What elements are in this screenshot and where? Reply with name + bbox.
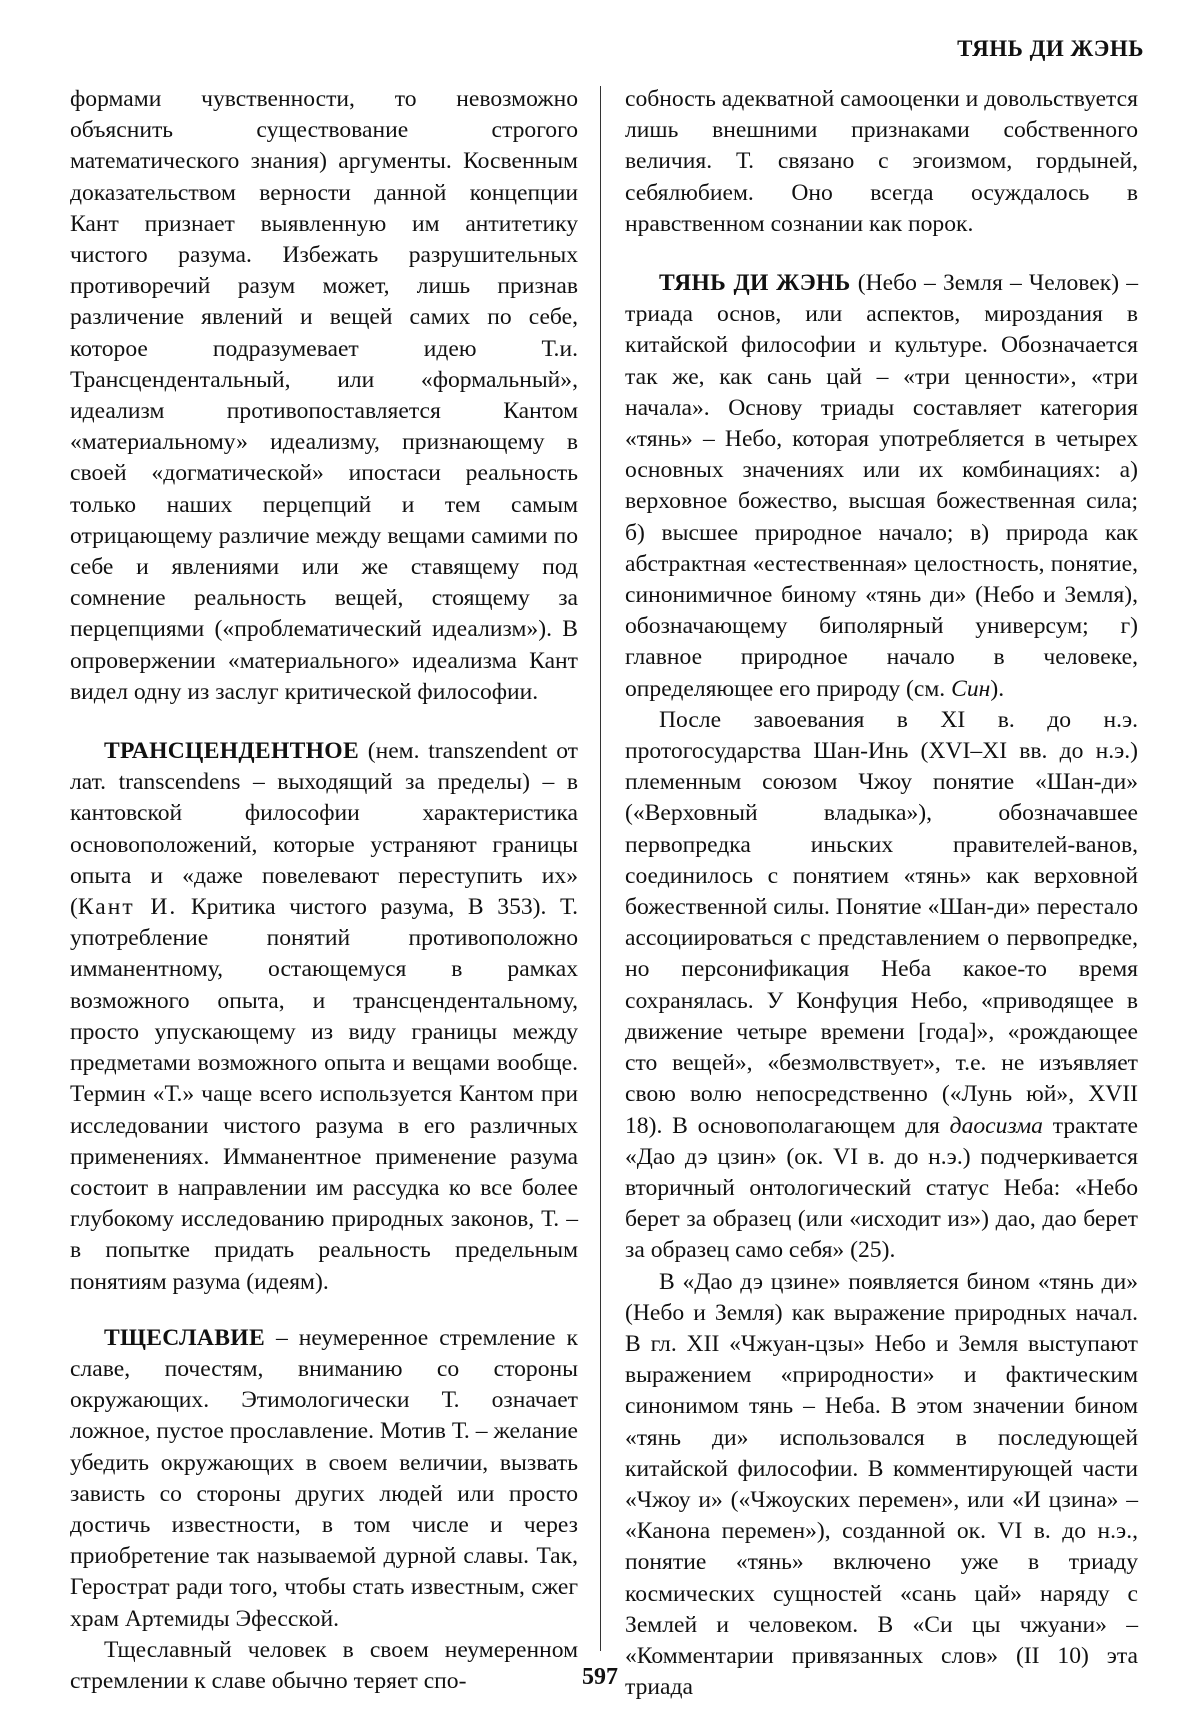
entry-text: После завоевания в XI в. до н.э. протогосударства Шан-Инь (XVI–XI вв. до н.э.) племенным союзом Чжоу понятие «Шан-ди» («Верховный владыка»), обозначавшее первопредка иньских правителей-ванов, соединилось с понятием «тянь» как верховной божественной силы. Понятие «Шан-ди» перестало ассоциироваться с представлением о первопредке, но персонификация Неба какое-то время сохранялась. У Конфуция Небо, «приводящее в движение четыре времени [года]», «рождающее сто вещей», «безмолвствует», т.е. не изъявляет свою волю непосредственно («Лунь юй», XVII 18). В основополагающем для [625, 706, 1138, 1139]
entry-text: (Небо – Земля – Человек) – триада основ, или аспектов, мироздания в китайской философии и культуре. Обозначается так же, как сань цай – «три ценности», «три начала». Основу триады составляет категория «тянь» – Небо, которая употребляется в четырех основных значениях или их комбинациях: а) верховное божество, высшая божественная сила; б) высшее природное начало; в) природа как абстрактная «естественная» целостность, понятие, синонимичное биному «тянь ди» (Небо и Земля), обозначающему биполярный универсум; г) главное природное начало в человеке, определяющее его природу (см. [625, 270, 1138, 702]
entry-text: Критика чистого разума, B 353). Т. употребление понятий противоположно имманентному, остающемуся в рамках возможного опыта, и трансцендентальному, просто упускающему из виду границы между предметами возможного опыта и вещами вообще. Термин «Т.» чаще всего используется Кантом при исследовании чистого разума в его различных применениях. Имманентное применение разума состоит в направлении им рассудка ко все более глубокому исследованию природных законов, Т. – в попытке придать реальность предельным понятиям разума (идеям). [70, 894, 579, 1295]
entry-term: ТЩЕСЛАВИЕ [104, 1324, 265, 1351]
left-column [70, 84, 578, 1697]
entry-term: ТЯНЬ ДИ ЖЭНЬ [659, 270, 851, 297]
entry-vanity [70, 1323, 578, 1635]
paragraph-transcendental-idealism-end: формами чувственности, то невозможно объяснить существование строгого математического знания) аргументы. Косвенным доказательством верности данной концепции Кант признает выявленную им антитетику чистого разума. Избежать разрушительных противоречий разум может, лишь признав различение явлений и вещей самих по себе, которое подразумевает идею Т.и. Трансцендентальный, или «формальный», идеализм противопоставляется Кантом «материальному» идеализму, признающему в своей «догматической» ипостаси реальность только наших перцепций и тем самым отрицающему различие между вещами самими по себе и явлениями или же ставящему под сомнение реальность вещей, стоящему за перцепциями («проблематический идеализм»). В опровержении «материального» идеализма Кант видел одну из заслуг критической философии. [70, 86, 578, 705]
right-column [625, 84, 1138, 1703]
column-divider [600, 86, 601, 1651]
entry-text: ). [990, 675, 1005, 702]
entry-transcendent [70, 736, 578, 1298]
entry-text: трактате «Дао дэ цзин» (ок. VI в. до н.э.) подчеркивается вторичный онтологический статус Неба: «Небо берет за образец (или «исходит из») дао, дао берет за образец само себя» (25). [625, 1112, 1138, 1264]
paragraph-shang-di [625, 705, 1138, 1267]
paragraph-vanity-continued: Тщеславный человек в своем неумеренном стремлении к славе обычно теряет спо- [70, 1636, 578, 1694]
entry-text: (нем. transzendent от лат. transcendens – выходящий за пределы) – в кантовской философии характеристика основоположений, которые устраняют границы опыта и «даже повелевают переступить их» ( [70, 738, 578, 921]
entry-text: – неумеренное стремление к славе, почестям, вниманию со стороны окружающих. Этимологически Т. означает ложное, пустое прославление. Мотив Т. – желание убедить окружающих в своем величии, вызвать зависть со стороны других людей или просто достичь известности, в том числе и через приобретение так называемой дурной славы. Так, Герострат ради того, чтобы стать известным, сжег храм Артемиды Эфесской. [70, 1324, 578, 1632]
paragraph-tian-di-binom: В «Дао дэ цзине» появляется бином «тянь ди» (Небо и Земля) как выражение природных начал. В гл. XII «Чжуан-цзы» Небо и Земля выступают выражением «природности» и фактическим синонимом тянь – Неба. В этом значении бином «тянь ди» использовался в последующей китайской философии. В комментирующей части «Чжоу и» («Чжоуских перемен», или «И цзина» – «Канона перемен»), созданной ок. VI в. до н.э., понятие «тянь» включено уже в триаду космических сущностей «сань цай» наряду с Землей и человеком. В «Си цы чжуани» – «Комментарии привязанных слов» (II 10) эта триада [625, 1268, 1138, 1701]
author-reference: Кант И. [77, 894, 178, 921]
paragraph-vanity-end: собность адекватной самооценки и довольствуется лишь внешними признаками собственного величия. Т. связано с эгоизмом, гордыней, себялюбием. Оно всегда осуждалось в нравственном сознании как порок. [625, 86, 1138, 237]
entry-tian-di-ren [625, 268, 1138, 705]
page-number: 597 [582, 1664, 618, 1690]
cross-reference-daoism: даосизма [949, 1112, 1043, 1139]
running-title: ТЯНЬ ДИ ЖЭНЬ [957, 36, 1144, 61]
entry-term: ТРАНСЦЕНДЕНТНОЕ [104, 738, 359, 765]
cross-reference-xin: Син [951, 675, 991, 702]
